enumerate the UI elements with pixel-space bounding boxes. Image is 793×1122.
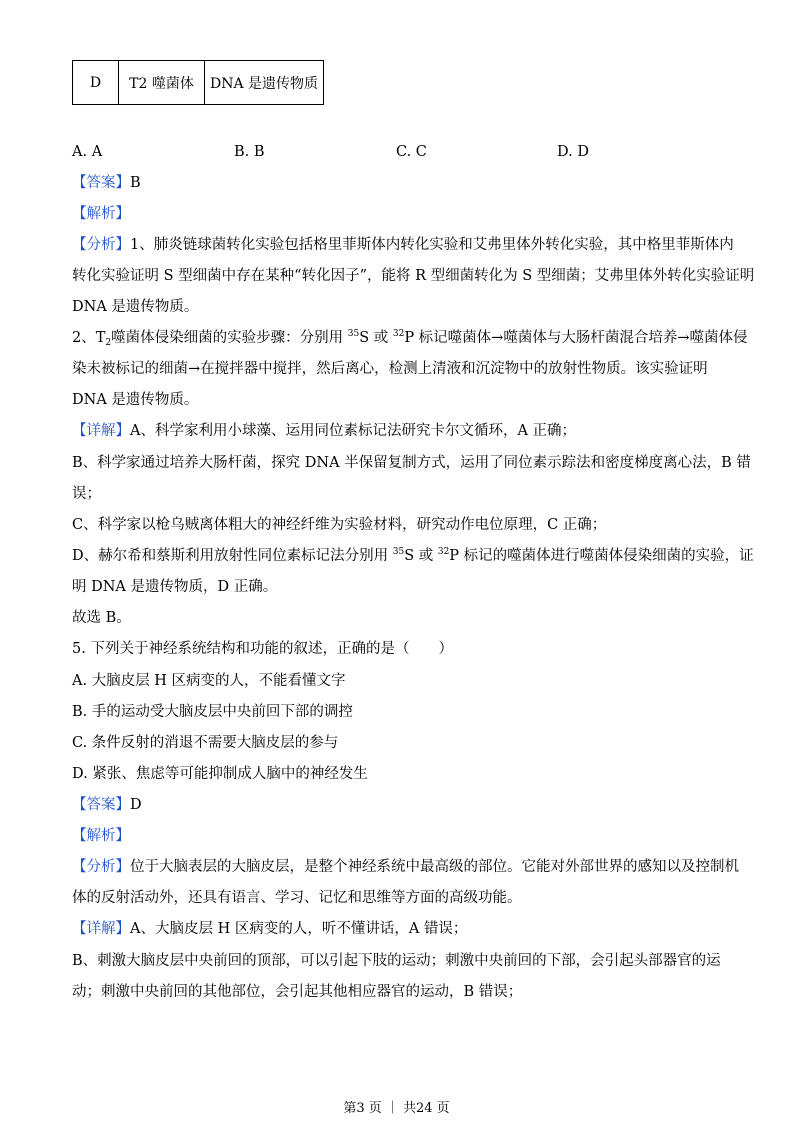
q4-option-c: C. C [396,144,427,160]
q4-answer-line [72,173,141,193]
answer-tag: 【答案】 [72,797,130,813]
text: S 或 [359,330,393,346]
text: A、大脑皮层 H 区病变的人，听不懂讲话，A 错误； [130,921,468,937]
fenxi-tag: 【分析】 [72,859,130,875]
q4-xiangjie-line [72,421,576,441]
q4-line-c: C、科学家以枪乌贼离体粗大的神经纤维为实验材料，研究动作电位原理，C 正确； [72,517,607,533]
q4-line-b2: 误； [72,486,101,502]
q4-analysis-line [72,204,130,224]
q5-fenxi-line-1 [72,857,739,877]
subscript: 2 [105,338,112,348]
text: S 或 [404,548,438,564]
page-footer: 第3 页 ｜ 共24 页 [343,1101,450,1116]
analysis-tag: 【解析】 [72,206,130,222]
analysis-tag: 【解析】 [72,828,130,844]
text: 位于大脑表层的大脑皮层，是整个神经系统中最高级的部位。它能对外部世界的感知以及控制机 [130,859,739,875]
answer-value: B [130,175,141,191]
table-row [73,61,324,105]
q5-answer-line [72,795,142,815]
text: 噬菌体侵染细菌的实验步骤：分别用 [111,330,348,346]
text: P 标记噬菌体→噬菌体与大肠杆菌混合培养→噬菌体侵 [404,330,748,346]
q4-fenxi-line-3: DNA 是遗传物质。 [72,299,199,315]
table-cell: D [73,61,119,105]
answer-tag: 【答案】 [72,175,130,191]
q4-p2-line-2: 染未被标记的细菌→在搅拌器中搅拌，然后离心，检测上清液和沉淀物中的放射性物质。该实验证明 [72,361,708,377]
table-cell: T2 噬菌体 [119,61,205,105]
answer-value: D [130,797,142,813]
superscript: 35 [347,329,360,339]
q5-option-c: C. 条件反射的消退不需要大脑皮层的参与 [72,735,339,751]
q5-option-b: B. 手的运动受大脑皮层中央前回下部的调控 [72,704,353,720]
q5-stem: 5. 下列关于神经系统结构和功能的叙述，正确的是（ ） [72,641,453,657]
q5-line-b2: 动；刺激中央前回的其他部位，会引起其他相应器官的运动，B 错误； [72,984,523,1000]
superscript: 32 [437,547,450,557]
q4-fenxi-line-1 [72,235,734,255]
q4-p2-line-1 [72,328,747,348]
text: D、赫尔希和蔡斯利用放射性同位素标记法分别用 [72,548,393,564]
q5-option-a: A. 大脑皮层 H 区病变的人，不能看懂文字 [72,673,346,689]
q4-p2-line-3: DNA 是遗传物质。 [72,392,199,408]
fenxi-tag: 【分析】 [72,237,130,253]
q4-fenxi-line-2: 转化实验证明 S 型细菌中存在某种“转化因子”，能将 R 型细菌转化为 S 型细菌；艾弗里体外转化实验证明 [72,268,755,284]
text: P 标记的噬菌体进行噬菌体侵染细菌的实验，证 [449,548,754,564]
text: A、科学家利用小球藻、运用同位素标记法研究卡尔文循环，A 正确； [130,423,577,439]
superscript: 32 [392,329,405,339]
text: 1、肺炎链球菌转化实验包括格里菲斯体内转化实验和艾弗里体外转化实验，其中格里菲斯体内 [130,237,734,253]
q4-option-a: A. A [72,144,103,160]
q4-line-d2: 明 DNA 是遗传物质，D 正确。 [72,579,278,595]
q5-xiangjie-line [72,919,467,939]
options-table [72,60,324,105]
table-cell: DNA 是遗传物质 [205,61,324,105]
q5-line-b1: B、刺激大脑皮层中央前回的顶部，可以引起下肢的运动；刺激中央前回的下部，会引起头部器官的运 [72,953,721,969]
q4-line-b1: B、科学家通过培养大肠杆菌，探究 DNA 半保留复制方式，运用了同位素示踪法和密度梯度离心法，B 错 [72,455,751,471]
superscript: 35 [392,547,405,557]
q4-option-d: D. D [557,144,589,160]
q4-option-b: B. B [234,144,265,160]
text: 2、T [72,330,106,346]
q4-conclusion: 故选 B。 [72,610,131,626]
q4-line-d1 [72,546,754,566]
q5-fenxi-line-2: 体的反射活动外，还具有语言、学习、记忆和思维等方面的高级功能。 [72,890,522,906]
q5-analysis-line [72,826,130,846]
xiangjie-tag: 【详解】 [72,423,130,439]
xiangjie-tag: 【详解】 [72,921,130,937]
q5-option-d: D. 紧张、焦虑等可能抑制成人脑中的神经发生 [72,766,368,782]
